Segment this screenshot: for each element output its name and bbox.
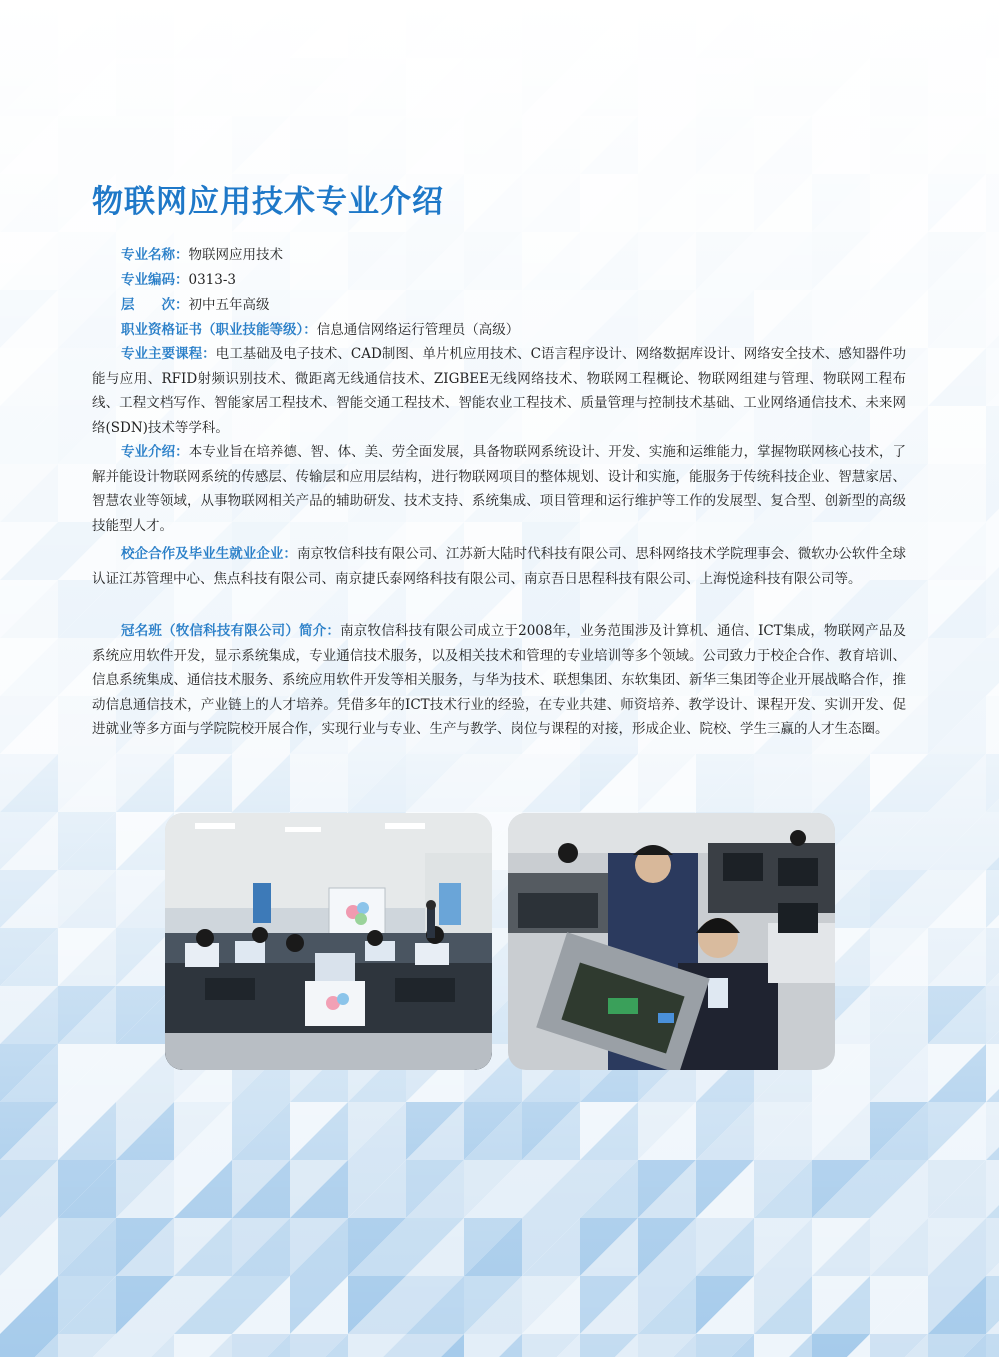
section-text: 南京牧信科技有限公司成立于2008年，业务范围涉及计算机、通信、ICT集成，物联网产品及系统应用软件开发，显示系统集成，专业通信技术服务，以及相关技术和管理的专业培训等多个领域。公司致力于校企合作、教育培训、信息系统集成、通信技术服务、系统应用软件开发等相关服务，与华为技术、联想集团、东软集团、新华三集团等企业开展战略合作，推动信息通信技术，产业链上的人才培养。凭借多年的ICT技术行业的经验，在专业共建、师资培养、教学设计、课程开发、实训开发、促进就业等多方面与学院院校开展合作，实现行业与专业、生产与教学、岗位与课程的对接，形成企业、院校、学生三赢的人才生态圈。 — [92, 623, 906, 737]
section-text: 南京牧信科技有限公司、江苏新大陆时代科技有限公司、思科网络技术学院理事会、微软办公软件全球认证江苏管理中心、焦点科技有限公司、南京捷氏泰网络科技有限公司、南京吾日思程科技有限公司、上海悦途科技有限公司等。 — [92, 546, 907, 587]
meta-major-code — [121, 268, 236, 288]
section-label: 专业主要课程： — [121, 346, 216, 362]
section-text: 电工基础及电子技术、CAD制图、单片机应用技术、C语言程序设计、网络数据库设计、网络安全技术、感知器件功能与应用、RFID射频识别技术、微距离无线通信技术、ZIGBEE无线网络技术、物联网工程概论、物联网组建与管理、物联网工程布线、工程文档写作、智能家居工程技术、智能交通工程技术、智能农业工程技术、质量管理与控制技术基础、工业网络通信技术、未来网络(SDN)技术等学科。 — [92, 346, 907, 436]
meta-value: 初中五年高级 — [188, 297, 270, 313]
section-partners — [92, 542, 906, 591]
meta-label: 专业名称： — [121, 247, 189, 263]
section-label: 校企合作及毕业生就业企业： — [121, 546, 297, 562]
section-text: 本专业旨在培养德、智、体、美、劳全面发展，具备物联网系统设计、开发、实施和运维能力，掌握物联网核心技术，了解并能设计物联网系统的传感层、传输层和应用层结构，进行物联网项目的整体规划、设计和实施，能服务于传统科技企业、智慧家居、智慧农业等领域，从事物联网相关产品的辅助研发、技术支持、系统集成、项目管理和运行维护等工作的发展型、复合型、创新型的高级技能型人才。 — [92, 444, 907, 534]
classroom-photo — [165, 813, 492, 1070]
meta-label: 职业资格证书（职业技能等级）： — [121, 322, 317, 338]
meta-label: 层 次： — [121, 297, 189, 313]
section-intro — [92, 440, 906, 538]
meta-value: 物联网应用技术 — [188, 247, 283, 263]
training-photo — [508, 813, 835, 1070]
meta-label: 专业编码： — [121, 272, 189, 288]
meta-value: 0313-3 — [188, 272, 237, 288]
meta-value: 信息通信网络运行管理员（高级） — [316, 322, 520, 338]
section-label: 冠名班（牧信科技有限公司）简介： — [121, 623, 341, 639]
meta-major-name — [121, 243, 283, 263]
meta-level — [121, 293, 270, 313]
meta-certificate — [121, 318, 519, 338]
section-label: 专业介绍： — [121, 444, 189, 460]
section-sponsor — [92, 619, 906, 742]
section-courses — [92, 342, 906, 440]
page-title: 物联网应用技术专业介绍 — [92, 184, 444, 220]
